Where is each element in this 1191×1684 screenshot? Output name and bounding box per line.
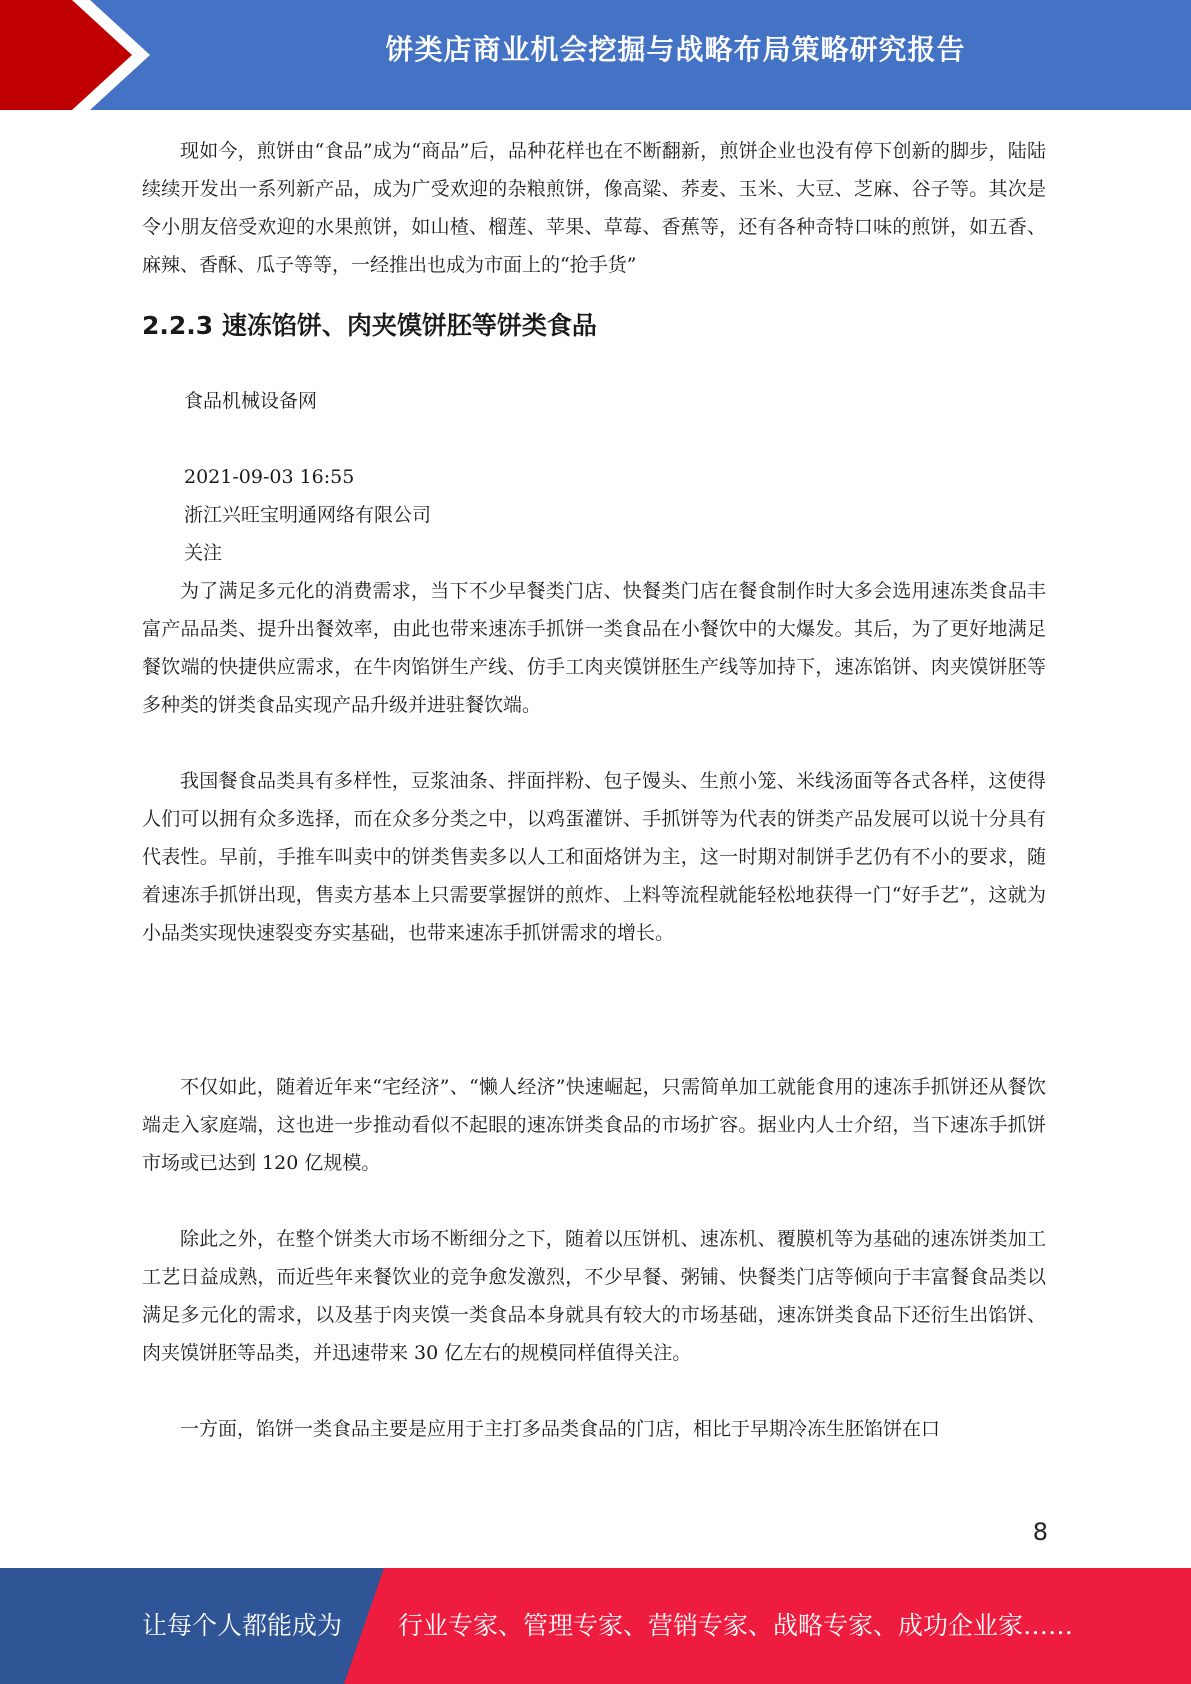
article-source: 食品机械设备网 bbox=[184, 390, 318, 412]
body-paragraph-1: 为了满足多元化的消费需求，当下不少早餐类门店、快餐类门店在餐食制作时大多会选用速冻类食品丰富产品品类、提升出餐效率，由此也带来速冻手抓饼一类食品在小餐饮中的大爆发。其后，为了更好地满足餐饮端的快捷供应需求，在牛肉馅饼生产线、仿手工肉夹馍饼胚生产线等加持下，速冻馅饼、肉夹馍饼胚等多种类的饼类食品实现产品升级并进驻餐饮端。 bbox=[142, 580, 1046, 716]
footer-slogan-left: 让每个人都能成为 bbox=[142, 1611, 343, 1640]
section-heading: 2.2.3 速冻馅饼、肉夹馍饼胚等饼类食品 bbox=[142, 311, 597, 340]
article-datetime: 2021-09-03 16:55 bbox=[184, 466, 355, 488]
page-number: 8 bbox=[1032, 1518, 1048, 1546]
body-paragraph-3: 不仅如此，随着近年来“宅经济”、“懒人经济”快速崛起，只需简单加工就能食用的速冻手抓饼还从餐饮端走入家庭端，这也进一步推动看似不起眼的速冻饼类食品的市场扩容。据业内人士介绍，当下速冻手抓饼市场或已达到 120 亿规模。 bbox=[142, 1076, 1046, 1174]
footer-slogan-right: 行业专家、管理专家、营销专家、战略专家、成功企业家…… bbox=[398, 1611, 1074, 1640]
page-footer bbox=[0, 1568, 1191, 1684]
page-header bbox=[0, 0, 1191, 110]
follow-link[interactable]: 关注 bbox=[184, 542, 223, 564]
body-paragraph-5: 一方面，馅饼一类食品主要是应用于主打多品类食品的门店，相比于早期冷冻生胚馅饼在口 bbox=[180, 1418, 941, 1440]
intro-paragraph: 现如今，煎饼由“食品”成为“商品”后，品种花样也在不断翻新，煎饼企业也没有停下创新的脚步，陆陆续续开发出一系列新产品，成为广受欢迎的杂粮煎饼，像高粱、荞麦、玉米、大豆、芝麻、谷子等。其次是令小朋友倍受欢迎的水果煎饼，如山楂、榴莲、苹果、草莓、香蕉等，还有各种奇特口味的煎饼，如五香、麻辣、香酥、瓜子等等，一经推出也成为市面上的“抢手货” bbox=[142, 140, 1046, 276]
page-content bbox=[142, 132, 1046, 1448]
body-paragraph-4: 除此之外，在整个饼类大市场不断细分之下，随着以压饼机、速冻机、覆膜机等为基础的速冻饼类加工工艺日益成熟，而近些年来餐饮业的竞争愈发激烈，不少早餐、粥铺、快餐类门店等倾向于丰富餐食品类以满足多元化的需求，以及基于肉夹馍一类食品本身就具有较大的市场基础，速冻饼类食品下还衍生出馅饼、肉夹馍饼胚等品类，并迅速带来 30 亿左右的规模同样值得关注。 bbox=[142, 1228, 1046, 1364]
report-title: 饼类店商业机会挖掘与战略布局策略研究报告 bbox=[385, 33, 966, 66]
body-paragraph-2: 我国餐食品类具有多样性，豆浆油条、拌面拌粉、包子馒头、生煎小笼、米线汤面等各式各样，这使得人们可以拥有众多选择，而在众多分类之中，以鸡蛋灌饼、手抓饼等为代表的饼类产品发展可以说十分具有代表性。早前，手推车叫卖中的饼类售卖多以人工和面烙饼为主，这一时期对制饼手艺仍有不小的要求，随着速冻手抓饼出现，售卖方基本上只需要掌握饼的煎炸、上料等流程就能轻松地获得一门“好手艺”，这就为小品类实现快速裂变夯实基础，也带来速冻手抓饼需求的增长。 bbox=[142, 770, 1046, 944]
article-company: 浙江兴旺宝明通网络有限公司 bbox=[184, 504, 432, 526]
